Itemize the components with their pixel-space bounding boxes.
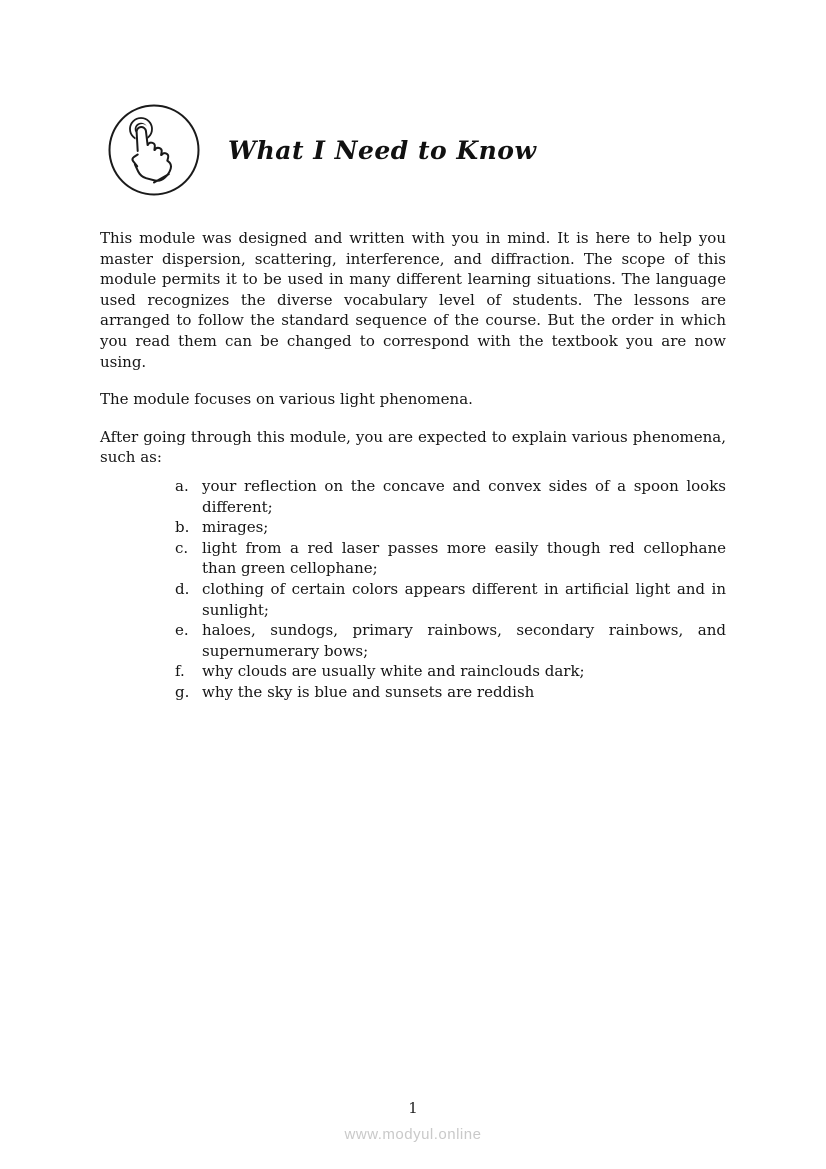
objective-marker: a. [175, 476, 189, 495]
objective-marker: b. [175, 518, 190, 537]
objective-text: light from a red laser passes more easily though red cellophane than green cellophane; [202, 538, 726, 578]
objective-item-a [175, 476, 726, 517]
objective-marker: e. [175, 621, 189, 640]
objective-marker: d. [175, 579, 190, 598]
objective-item-f [175, 661, 726, 682]
objective-item-e [175, 620, 726, 661]
objective-marker: g. [175, 682, 190, 701]
objective-item-c [175, 538, 726, 579]
objective-text: mirages; [202, 518, 269, 537]
objective-item-d [175, 579, 726, 620]
objective-text: haloes, sundogs, primary rainbows, secondary rainbows, and supernumerary bows; [202, 621, 726, 660]
intro-paragraph: This module was designed and written with you in mind. It is here to help you master dispersion, scattering, interference, and diffraction. The scope of this module permits it to be used in many different learning situations. The language used recognizes the diverse vocabulary level of students. The lessons are arranged to follow the standard sequence of the course. But the order in which you read them can be changed to correspond with the textbook you are now using. [100, 229, 726, 371]
objective-text: why the sky is blue and sunsets are reddish [202, 682, 535, 701]
objective-marker: f. [175, 662, 185, 681]
objective-text: clothing of certain colors appears different in artificial light and in sunlight; [202, 579, 726, 619]
objective-marker: c. [175, 538, 189, 557]
objective-item-g [175, 682, 726, 703]
watermark-link[interactable]: www.modyul.online [344, 1126, 482, 1143]
objective-text: why clouds are usually white and rainclouds dark; [202, 662, 585, 681]
section-header [108, 0, 726, 196]
objectives-list [175, 476, 726, 703]
focus-paragraph: The module focuses on various light phenomena. [100, 390, 473, 409]
objectives-lead-paragraph: After going through this module, you are expected to explain various phenomena, such as: [100, 427, 726, 467]
objective-item-b [175, 517, 726, 538]
objective-text: your reflection on the concave and convex sides of a spoon looks different; [202, 476, 726, 516]
hand-tap-icon [108, 104, 200, 196]
page-title: What I Need to Know [228, 135, 537, 165]
page-number: 1 [408, 1099, 418, 1117]
